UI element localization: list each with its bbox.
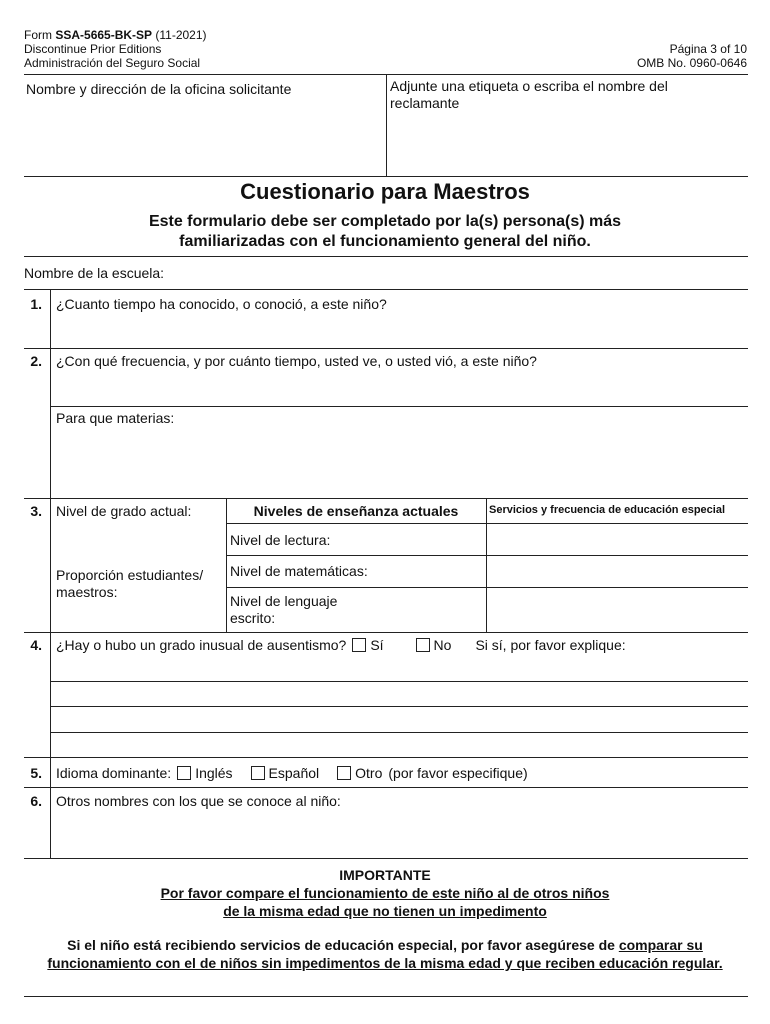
office-name-address-label: Nombre y dirección de la oficina solicitante: [26, 81, 292, 97]
page-number: Página 3 of 10: [669, 42, 747, 56]
form-id: Form SSA-5665-BK-SP (11-2021): [24, 28, 207, 42]
q3-language-field[interactable]: [488, 589, 746, 629]
q3-ratio-label: Proporción estudiantes/ maestros:: [56, 567, 204, 600]
school-name-field[interactable]: [180, 262, 746, 286]
q4-explain-field[interactable]: [660, 634, 746, 656]
discontinue-note: Discontinue Prior Editions: [24, 42, 162, 56]
q4-no-label: No: [433, 637, 452, 653]
q2-number: 2.: [30, 353, 42, 369]
important-heading: IMPORTANTE: [339, 867, 431, 883]
q2-text: ¿Con qué frecuencia, y por cuánto tiempo, usted ve, o usted vió, a este niño?: [56, 353, 537, 369]
q5-english-label: Inglés: [195, 765, 233, 781]
title-rule: [24, 256, 748, 257]
q3-reading-rule: [226, 555, 748, 556]
q4-line-2: [50, 706, 748, 707]
office-box-bottom: [24, 176, 748, 177]
q5-other-label: Otro: [355, 765, 383, 781]
form-number: SSA-5665-BK-SP: [55, 28, 153, 42]
q5-other-checkbox[interactable]: [337, 766, 351, 780]
number-column-divider: [50, 289, 51, 858]
q4-row: [56, 637, 626, 654]
claimant-field[interactable]: [388, 116, 746, 174]
q6-number: 6.: [30, 793, 42, 809]
q5-rule: [24, 787, 748, 788]
q1-answer-field[interactable]: [52, 314, 746, 346]
q5-spanish-checkbox[interactable]: [251, 766, 265, 780]
q5-spanish-label: Español: [268, 765, 320, 781]
q2-subjects-label: Para que materias:: [56, 410, 175, 426]
footer-rule: [24, 996, 748, 997]
q6-answer-field[interactable]: [52, 812, 746, 856]
q3-math-rule: [226, 587, 748, 588]
q3-math-field[interactable]: [488, 557, 746, 585]
q2-subrule: [50, 406, 748, 407]
q4-line-3: [50, 732, 748, 733]
q5-number: 5.: [30, 765, 42, 781]
q5-text: Idioma dominante:: [56, 765, 172, 781]
q1-number: 1.: [30, 296, 42, 312]
q4-explain-line-4[interactable]: [52, 734, 746, 756]
q3-grade-level-field[interactable]: [52, 522, 224, 562]
form-date: (11-2021): [152, 28, 207, 42]
q3-ratio-field[interactable]: [52, 604, 224, 630]
q5-row: [56, 765, 528, 782]
q3-grade-level-label: Nivel de grado actual:: [56, 503, 192, 519]
q4-explain-line-2[interactable]: [52, 683, 746, 705]
q4-rule: [24, 757, 748, 758]
important-line-2: de la misma edad que no tienen un impedimento: [223, 903, 547, 919]
q4-text: ¿Hay o hubo un grado inusual de ausentismo?: [56, 637, 347, 653]
q4-yes-label: Sí: [370, 637, 384, 653]
q3-levels-header: Niveles de enseñanza actuales: [253, 503, 459, 519]
claimant-label: Adjunte una etiqueta o escriba el nombre del reclamante: [390, 78, 668, 111]
office-name-field[interactable]: [24, 100, 384, 174]
q4-line-1: [50, 681, 748, 682]
q6-rule: [24, 858, 748, 859]
q3-reading-field[interactable]: [488, 525, 746, 553]
agency-name: Administración del Seguro Social: [24, 56, 201, 70]
page-title: Cuestionario para Maestros: [240, 179, 530, 204]
q3-services-header: Servicios y frecuencia de educación especial: [489, 504, 726, 516]
important-line-1: Por favor compare el funcionamiento de este niño al de otros niños: [160, 885, 610, 901]
q3-language-label: Nivel de lenguaje escrito:: [230, 593, 338, 626]
important-section: [0, 866, 770, 920]
q4-yes-checkbox[interactable]: [352, 638, 366, 652]
q4-no-checkbox[interactable]: [416, 638, 430, 652]
q4-explain-line-3[interactable]: [52, 708, 746, 730]
office-box-divider: [386, 74, 387, 176]
q2-answer-field[interactable]: [52, 372, 746, 404]
q3-math-label: Nivel de matemáticas:: [230, 563, 368, 579]
q2-rule: [24, 498, 748, 499]
important-paragraph: Si el niño está recibiendo servicios de educación especial, por favor asegúrese de comparar su funcionamiento con el de niños sin impedimentos de la misma edad y que reciben educación regular.: [47, 937, 723, 971]
q5-specify-label: (por favor especifique): [388, 765, 528, 781]
q4-number: 4.: [30, 637, 42, 653]
q3-number: 3.: [30, 503, 42, 519]
page-subtitle: Este formulario debe ser completado por la(s) persona(s) más familiarizadas con el funcionamiento general del niño.: [148, 213, 622, 250]
form-header: [24, 28, 424, 70]
q2-subjects-field[interactable]: [52, 430, 746, 496]
school-name-label: Nombre de la escuela:: [24, 265, 165, 281]
q3-rule: [24, 632, 748, 633]
page-info: [637, 42, 747, 70]
q1-text: ¿Cuanto tiempo ha conocido, o conoció, a este niño?: [56, 296, 387, 312]
q5-english-checkbox[interactable]: [177, 766, 191, 780]
q3-reading-label: Nivel de lectura:: [230, 532, 331, 548]
q1-rule: [24, 348, 748, 349]
q3-header-rule: [226, 523, 748, 524]
school-rule: [24, 289, 748, 290]
q6-text: Otros nombres con los que se conoce al niño:: [56, 793, 341, 809]
q5-other-field[interactable]: [570, 762, 746, 784]
omb-number: OMB No. 0960-0646: [636, 56, 747, 70]
q3-divider-2: [486, 498, 487, 632]
q4-explain-label: Si sí, por favor explique:: [475, 637, 626, 653]
